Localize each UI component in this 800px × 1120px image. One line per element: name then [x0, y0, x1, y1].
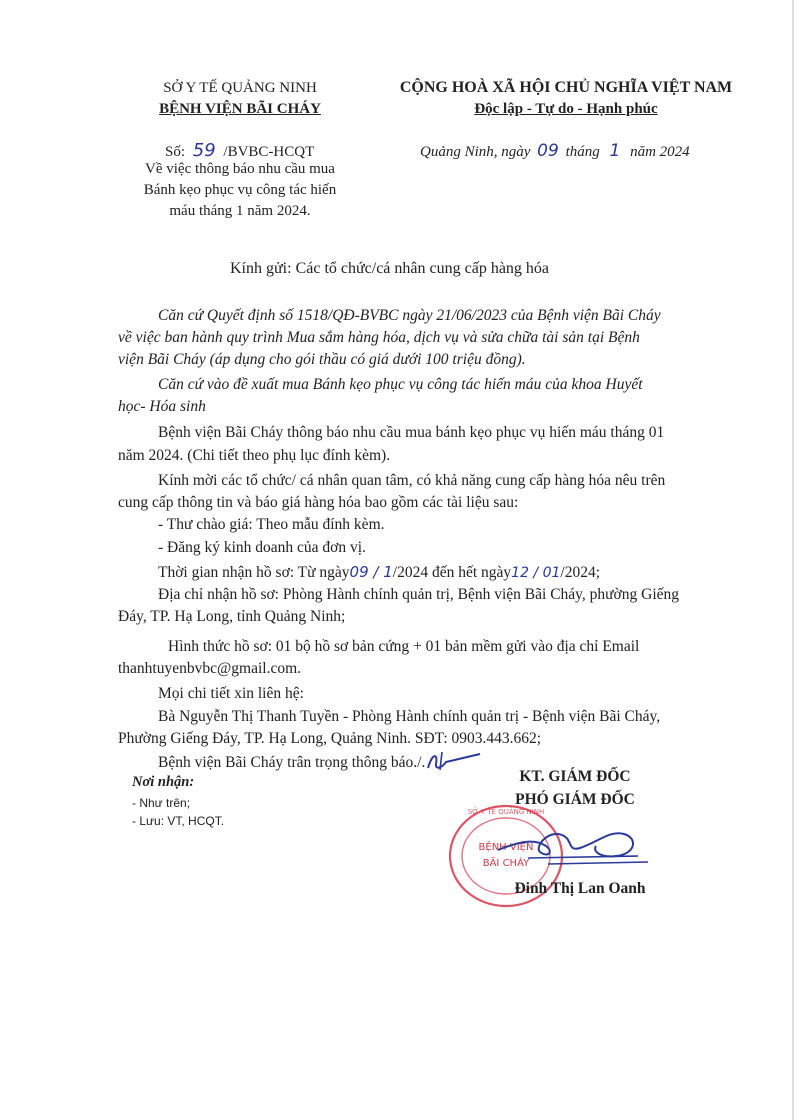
ministry-name: SỞ Y TẾ QUẢNG NINH — [163, 80, 317, 96]
address-line1: Địa chỉ nhận hồ sơ: Phòng Hành chính quản trị, Bệnh viện Bãi Cháy, phường Giếng — [158, 586, 680, 603]
body-p4-line2: cung cấp thông tin và báo giá hàng hóa bao gồm các tài liệu sau: — [118, 494, 519, 511]
body-p2-line1: Căn cứ vào đề xuất mua Bánh kẹo phục vụ công tác hiến máu của khoa Huyết — [158, 376, 643, 393]
document-date — [420, 141, 690, 161]
body-p4-line1: Kính mời các tổ chức/ cá nhân quan tâm, có khả năng cung cấp hàng hóa nêu trên — [158, 472, 666, 489]
submission-time-end: /2024; — [560, 564, 601, 581]
body-p1-line3: viện Bãi Cháy (áp dụng cho gói thầu có giá dưới 100 triệu đồng). — [118, 351, 526, 368]
submission-start-handwritten: 09 / 1 — [349, 563, 393, 581]
date-month-handwritten: 1 — [609, 141, 621, 161]
submission-end-handwritten: 12 / 01 — [511, 565, 561, 581]
subject-line-1: Về việc thông báo nhu cầu mua — [145, 161, 335, 177]
form-line1: Hình thức hồ sơ: 01 bộ hồ sơ bản cứng + 01 bản mềm gửi vào địa chỉ Email — [168, 638, 640, 655]
doc-number-prefix: Số: — [165, 144, 186, 160]
form-email: thanhtuyenbvbc@gmail.com. — [118, 660, 302, 677]
handwritten-signature — [488, 812, 658, 872]
motto-text: Độc lập - Tự do - Hạnh phúc — [474, 101, 658, 117]
date-month-label: tháng — [565, 144, 600, 160]
signer-name: Đinh Thị Lan Oanh — [514, 880, 646, 897]
body-p2-line2: học- Hóa sinh — [118, 398, 206, 415]
seal-text-2: BÃI CHÁY — [482, 858, 530, 869]
recipient-item-1: - Như trên; — [132, 796, 191, 810]
doc-number-handwritten: 59 — [192, 140, 216, 161]
body-p3-line2: năm 2024. (Chi tiết theo phụ lục đính kèm). — [118, 447, 391, 464]
contact-line2: Bà Nguyễn Thị Thanh Tuyền - Phòng Hành chính quản trị - Bệnh viện Bãi Cháy, — [158, 708, 661, 725]
closing-line: Bệnh viện Bãi Cháy trân trọng thông báo./. — [158, 754, 426, 771]
body-p1-line2: về việc ban hành quy trình Mua sắm hàng hóa, dịch vụ và sửa chữa tài sản tại Bệnh — [118, 329, 640, 346]
page-edge-shadow — [792, 0, 794, 1120]
motto — [376, 101, 756, 118]
hospital-name — [100, 101, 380, 118]
bullet-quote: - Thư chào giá: Theo mẫu đính kèm. — [158, 516, 385, 533]
address-line2: Đáy, TP. Hạ Long, tỉnh Quảng Ninh; — [118, 608, 346, 625]
submission-time-label: Thời gian nhận hồ sơ: Từ ngày — [158, 564, 350, 581]
signature-title-1: KT. GIÁM ĐỐC — [519, 768, 631, 785]
seal-ring-text: SỞ Y TẾ QUẢNG NINH — [467, 808, 545, 816]
signature-title-2: PHÓ GIÁM ĐỐC — [515, 791, 635, 808]
country-name: CỘNG HOÀ XÃ HỘI CHỦ NGHĨA VIỆT NAM — [399, 79, 733, 96]
bullet-business-registration: - Đăng ký kinh doanh của đơn vị. — [158, 539, 366, 556]
subject-line-2: Bánh kẹo phục vụ công tác hiến — [143, 182, 337, 198]
hospital-name-text: BỆNH VIỆN BÃI CHÁY — [159, 101, 321, 117]
contact-line3: Phường Giếng Đáy, TP. Hạ Long, Quảng Ninh. SĐT: 0903.443.662; — [118, 730, 542, 747]
submission-time-mid: /2024 đến hết ngày — [392, 564, 512, 581]
doc-number-suffix: /BVBC-HCQT — [223, 144, 315, 160]
date-place: Quảng Ninh, ngày — [420, 144, 531, 160]
recipients-title: Nơi nhận: — [132, 774, 195, 790]
recipient-item-2: - Lưu: VT, HCQT. — [132, 814, 225, 828]
contact-intro: Mọi chi tiết xin liên hệ: — [158, 685, 304, 702]
date-year: năm 2024 — [630, 144, 690, 160]
document-number — [165, 140, 314, 161]
salutation: Kính gửi: Các tổ chức/cá nhân cung cấp hàng hóa — [230, 260, 550, 277]
seal-text-1: BỆNH VIỆN — [478, 842, 534, 853]
submission-time — [158, 561, 600, 584]
body-p3-line1: Bệnh viện Bãi Cháy thông báo nhu cầu mua bánh kẹo phục vụ hiến máu tháng 01 — [158, 424, 665, 441]
subject-line-3: máu tháng 1 năm 2024. — [169, 203, 311, 219]
date-day-handwritten: 09 — [537, 141, 559, 161]
body-p1-line1: Căn cứ Quyết định số 1518/QĐ-BVBC ngày 21/06/2023 của Bệnh viện Bãi Cháy — [158, 307, 661, 324]
